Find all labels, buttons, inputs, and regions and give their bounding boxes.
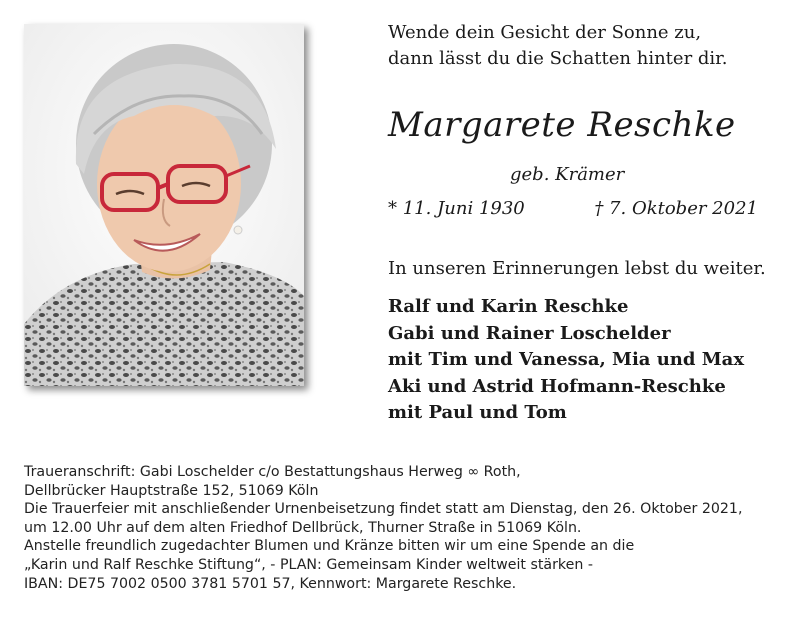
family-member: Aki und Astrid Hofmann-Reschke: [388, 375, 726, 397]
birth-date: * 11. Juni 1930: [388, 198, 525, 219]
notice-line: Traueranschrift: Gabi Loschelder c/o Bestattungshaus Herweg ∞ Roth,: [24, 464, 521, 480]
death-date: † 7. Oktober 2021: [594, 198, 758, 219]
life-dates: [388, 198, 758, 219]
portrait-photo: [24, 24, 304, 386]
notice-line: Anstelle freundlich zugedachter Blumen und Kränze bitten wir um eine Spende an die: [24, 538, 635, 555]
funeral-notice: [24, 463, 794, 593]
notice-line: Die Trauerfeier mit anschließender Urnenbeisetzung findet statt am Dienstag, den 26. Oktober 2021,: [24, 501, 743, 518]
motto-quote: [388, 20, 788, 72]
family-member: mit Paul und Tom: [388, 402, 567, 423]
family-member: mit Tim und Vanessa, Mia und Max: [388, 349, 745, 370]
maiden-name: geb. Krämer: [510, 164, 625, 185]
notice-line: um 12.00 Uhr auf dem alten Friedhof Dellbrück, Thurner Straße in 51069 Köln.: [24, 519, 582, 536]
notice-line: IBAN: DE75 7002 0500 3781 5701 57, Kennwort: Margarete Reschke.: [24, 575, 517, 592]
notice-line: „Karin und Ralf Reschke Stiftung“, - PLAN: Gemeinsam Kinder weltweit stärken -: [24, 556, 593, 573]
family-member: Ralf und Karin Reschke: [388, 296, 629, 317]
motto-line-1: Wende dein Gesicht der Sonne zu,: [388, 22, 702, 43]
motto-line-2: dann lässt du die Schatten hinter dir.: [388, 48, 728, 69]
notice-line: Dellbrücker Hauptstraße 152, 51069 Köln: [24, 482, 319, 499]
deceased-name: Margarete Reschke: [388, 105, 736, 145]
portrait-illustration: [24, 24, 304, 386]
closing-line: In unseren Erinnerungen lebst du weiter.: [388, 258, 766, 279]
family-list: [388, 294, 744, 427]
family-member: Gabi und Rainer Loschelder: [388, 322, 671, 344]
